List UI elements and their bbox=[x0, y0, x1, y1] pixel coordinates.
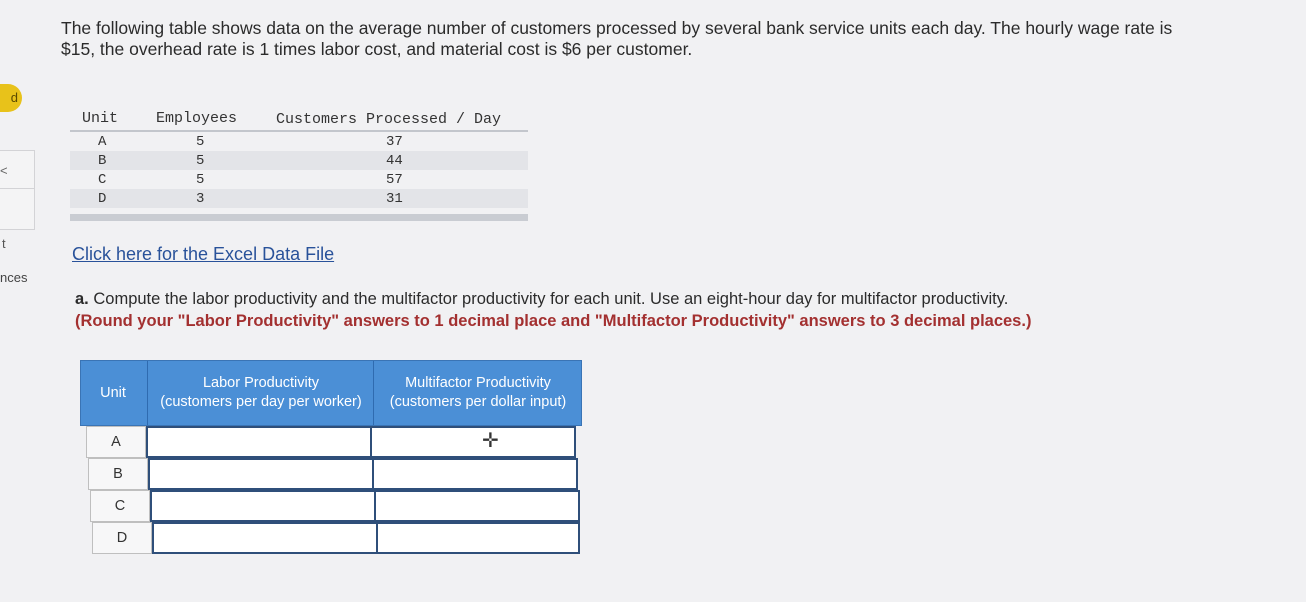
cell-customers: 37 bbox=[386, 134, 403, 150]
labor-productivity-input[interactable] bbox=[146, 426, 372, 458]
labor-productivity-input[interactable] bbox=[152, 522, 378, 554]
answer-unit-cell: C bbox=[90, 490, 150, 522]
sidebar-nav-box-2[interactable] bbox=[0, 188, 35, 230]
left-sidebar bbox=[0, 0, 38, 602]
data-table-header bbox=[70, 108, 528, 132]
answer-table bbox=[80, 360, 582, 552]
cell-customers: 31 bbox=[386, 191, 403, 207]
cell-customers: 57 bbox=[386, 172, 403, 188]
table-row bbox=[70, 132, 528, 151]
cell-unit: A bbox=[98, 134, 107, 150]
table-row bbox=[70, 151, 528, 170]
multifactor-productivity-input[interactable] bbox=[374, 490, 580, 522]
header-unit: Unit bbox=[82, 110, 119, 127]
cell-unit: B bbox=[98, 153, 107, 169]
cell-employees: 5 bbox=[196, 153, 205, 169]
answer-table-header bbox=[80, 360, 582, 426]
table-row bbox=[70, 189, 528, 208]
header-customers: Customers Processed / Day bbox=[276, 111, 502, 128]
header-labor-productivity: Labor Productivity (customers per day per worker) bbox=[147, 361, 374, 425]
cell-unit: D bbox=[98, 191, 107, 207]
sidebar-badge[interactable]: d bbox=[0, 84, 22, 112]
answer-row bbox=[90, 490, 580, 522]
labor-productivity-input[interactable] bbox=[148, 458, 374, 490]
multifactor-productivity-input[interactable] bbox=[372, 458, 578, 490]
sidebar-fragment-text: t bbox=[2, 236, 6, 251]
answer-unit-cell: B bbox=[88, 458, 148, 490]
header-multifactor-productivity: Multifactor Productivity (customers per dollar input) bbox=[373, 361, 582, 425]
cell-employees: 5 bbox=[196, 134, 205, 150]
question-text: Compute the labor productivity and the multifactor productivity for each unit. Use an eight-hour day for multifactor productivity. bbox=[93, 290, 1009, 308]
move-cursor-icon: ✛ bbox=[482, 430, 499, 452]
answer-row bbox=[92, 522, 580, 554]
labor-productivity-input[interactable] bbox=[150, 490, 376, 522]
header-employees: Employees bbox=[156, 110, 238, 127]
cell-unit: C bbox=[98, 172, 107, 188]
cell-employees: 3 bbox=[196, 191, 205, 207]
answer-row bbox=[86, 426, 576, 458]
problem-intro: The following table shows data on the average number of customers processed by several bank service units each day. The hourly wage rate is $15, the overhead rate is 1 times labor cost, and material cost is $6 per customer. bbox=[61, 18, 1173, 59]
answer-unit-cell: A bbox=[86, 426, 146, 458]
data-table bbox=[70, 108, 528, 221]
rounding-instruction: (Round your "Labor Productivity" answers to 1 decimal place and "Multifactor Productivity" answers to 3 decimal places.) bbox=[75, 312, 1032, 330]
question-a bbox=[75, 289, 1195, 310]
table-row bbox=[70, 170, 528, 189]
multifactor-productivity-input[interactable] bbox=[370, 426, 576, 458]
cell-employees: 5 bbox=[196, 172, 205, 188]
header-unit: Unit bbox=[100, 384, 126, 401]
answer-unit-cell: D bbox=[92, 522, 152, 554]
table-bottom-rule bbox=[70, 214, 528, 221]
chevron-left-icon[interactable]: < bbox=[0, 163, 8, 178]
excel-data-file-link[interactable]: Click here for the Excel Data File bbox=[72, 244, 335, 264]
question-label: a. bbox=[75, 290, 89, 308]
answer-row bbox=[88, 458, 578, 490]
multifactor-productivity-input[interactable] bbox=[376, 522, 580, 554]
sidebar-references-label[interactable]: nces bbox=[0, 270, 28, 285]
cell-customers: 44 bbox=[386, 153, 403, 169]
